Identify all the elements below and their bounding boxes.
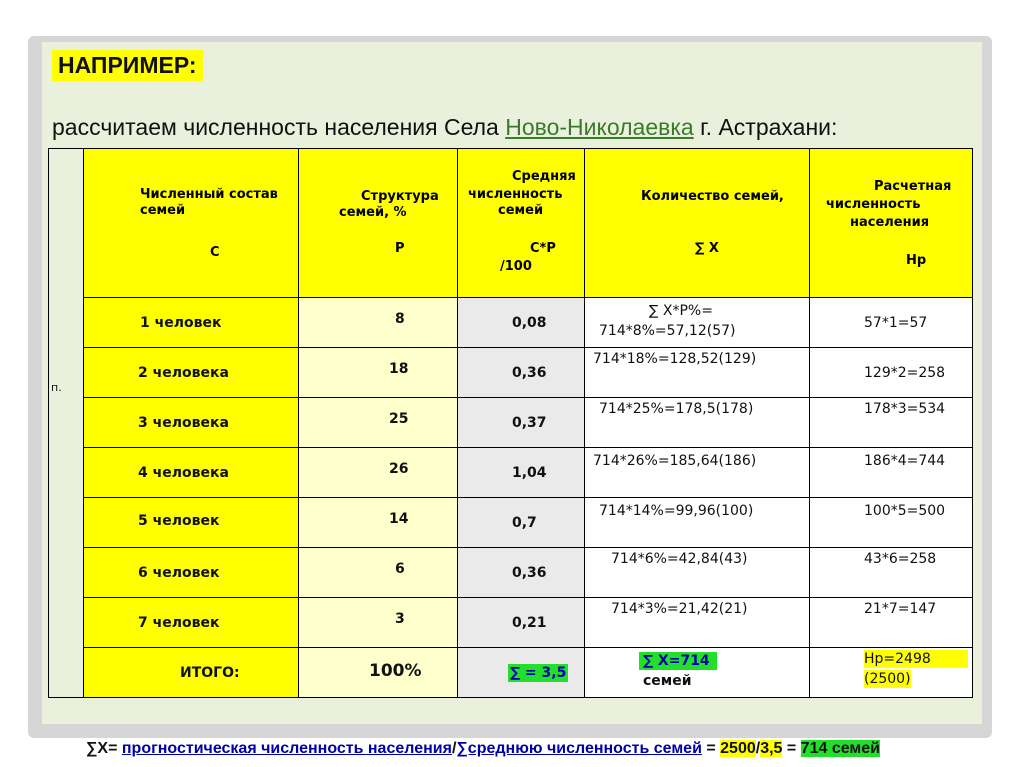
structure-cell: 18 <box>299 348 458 398</box>
header-family-structure <box>299 149 458 298</box>
structure-cell: 3 <box>299 598 458 648</box>
header-c1-line2: семей <box>140 203 186 218</box>
total-structure-cell: 100% <box>299 648 458 698</box>
corner-cell <box>49 149 84 698</box>
table-total-row <box>49 648 973 698</box>
population-cell: 57*1=57 <box>810 298 973 348</box>
header-c5-line3: населения <box>850 215 930 230</box>
population-cell: 186*4=744 <box>810 448 973 498</box>
header-c3-line4: С*Р <box>530 241 556 256</box>
population-cell: 178*3=534 <box>810 398 973 448</box>
average-cell: 0,36 <box>458 348 585 398</box>
header-c4-symbol: ∑ Х <box>695 241 719 256</box>
header-family-count <box>585 149 810 298</box>
footer-equals: = <box>701 740 721 757</box>
header-c1-line1: Численный состав <box>140 187 278 202</box>
family-size-cell: 6 человек <box>84 548 299 598</box>
header-estimated-population <box>810 149 973 298</box>
structure-cell: 14 <box>299 498 458 548</box>
structure-cell: 8 <box>299 298 458 348</box>
family-count-cell: 714*25%=178,5(178) <box>585 398 810 448</box>
slide <box>42 42 982 724</box>
average-cell: 0,08 <box>458 298 585 348</box>
footer-divide: / <box>755 740 761 757</box>
footer-average-value: 3,5 <box>760 740 783 757</box>
footer-forecast-population: прогностическая численность населения <box>121 740 452 757</box>
family-count-cell: 714*14%=99,96(100) <box>585 498 810 548</box>
family-size-cell: 1 человек <box>84 298 299 348</box>
total-average-cell: ∑ = 3,5 <box>458 648 585 698</box>
footer-population-value: 2500 <box>720 740 756 757</box>
population-cell: 129*2=258 <box>810 348 973 398</box>
header-c2-line1: Структура <box>361 189 439 204</box>
subtitle-text-after: г. Астрахани: <box>693 114 838 140</box>
table-row <box>49 498 973 548</box>
structure-cell: 26 <box>299 448 458 498</box>
table-header-row <box>49 149 973 298</box>
header-c2-symbol: Р <box>395 241 405 256</box>
corner-text: п. <box>51 381 62 394</box>
population-cell: 100*5=500 <box>810 498 973 548</box>
average-cell: 0,36 <box>458 548 585 598</box>
family-size-cell: 7 человек <box>84 598 299 648</box>
average-cell: 1,04 <box>458 448 585 498</box>
village-link[interactable]: Ново-Николаевка <box>505 114 694 140</box>
total-label-cell: ИТОГО: <box>84 648 299 698</box>
header-c5-line2: численность <box>826 197 921 212</box>
footer-slash: / <box>451 740 457 757</box>
average-cell: 0,7 <box>458 498 585 548</box>
population-table <box>48 148 973 698</box>
header-c2-line2: семей, % <box>339 205 407 220</box>
slide-subtitle <box>52 114 837 141</box>
family-size-cell: 2 человека <box>84 348 299 398</box>
family-count-cell: 714*6%=42,84(43) <box>585 548 810 598</box>
header-c4-line1: Количество семей, <box>641 189 784 204</box>
structure-cell: 25 <box>299 398 458 448</box>
family-size-cell: 4 человека <box>84 448 299 498</box>
average-cell: 0,21 <box>458 598 585 648</box>
header-c3-line2: численность <box>468 187 563 202</box>
header-c1-symbol: С <box>210 245 220 260</box>
structure-cell: 6 <box>299 548 458 598</box>
table-row <box>49 348 973 398</box>
table-row <box>49 298 973 348</box>
average-cell: 0,37 <box>458 398 585 448</box>
header-c3-line5: /100 <box>500 259 532 274</box>
table-row <box>49 598 973 648</box>
total-population-cell: Нр=2498 (2500) <box>810 648 973 698</box>
formula-footer <box>86 740 880 758</box>
header-c3-line1: Средняя <box>512 169 576 184</box>
family-size-cell: 3 человека <box>84 398 299 448</box>
subtitle-text-before: рассчитаем численность населения Села <box>52 114 506 140</box>
table-row <box>49 548 973 598</box>
header-family-composition <box>84 149 299 298</box>
table-row <box>49 448 973 498</box>
family-size-cell: 5 человек <box>84 498 299 548</box>
footer-equals-2: = <box>782 740 801 757</box>
family-count-cell: ∑ Х*Р%= 714*8%=57,12(57) <box>585 298 810 348</box>
table-row <box>49 398 973 448</box>
family-count-cell: 714*3%=21,42(21) <box>585 598 810 648</box>
total-family-count-cell: ∑ Х=714 семей <box>585 648 810 698</box>
slide-title: НАПРИМЕР: <box>52 50 203 81</box>
population-cell: 21*7=147 <box>810 598 973 648</box>
family-count-cell: 714*18%=128,52(129) <box>585 348 810 398</box>
family-count-cell: 714*26%=185,64(186) <box>585 448 810 498</box>
header-c5-line1: Расчетная <box>874 179 952 194</box>
footer-result: 714 семей <box>800 740 880 757</box>
header-average-size <box>458 149 585 298</box>
footer-sum: ∑Х= <box>86 740 122 757</box>
population-cell: 43*6=258 <box>810 548 973 598</box>
header-c3-line3: семей <box>498 203 544 218</box>
header-c5-symbol: Нр <box>906 253 927 268</box>
footer-average-family: ∑среднюю численность семей <box>456 740 702 757</box>
